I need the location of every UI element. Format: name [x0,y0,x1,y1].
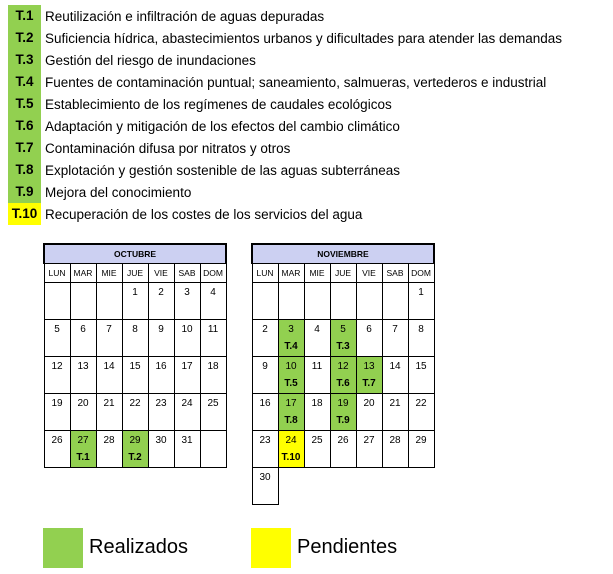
calendar-day [304,283,330,320]
calendar-day [330,394,356,431]
topic-item [8,27,562,49]
calendar-day [330,431,356,468]
calendar-day [70,283,96,320]
weekday-header: JUE [122,264,148,283]
day-number: 11 [207,324,219,335]
day-number: 29 [415,435,427,446]
legend-label-done: Realizados [89,536,188,558]
day-number: 18 [207,361,219,372]
calendar-day [122,431,148,468]
calendar-day [200,394,226,431]
day-number: 19 [51,398,63,409]
topic-code: T.9 [8,181,41,203]
day-topic-tag: T.5 [284,378,298,389]
topic-code: T.4 [8,71,41,93]
topic-code: T.10 [8,203,41,225]
topic-item [8,203,562,225]
topic-text: Establecimiento de los regímenes de caudales ecológicos [45,96,392,112]
day-topic-tag: T.7 [362,378,376,389]
calendar-day [252,468,278,505]
calendar-day [200,431,226,468]
calendar-day [200,320,226,357]
calendar-day [330,283,356,320]
topic-code: T.8 [8,159,41,181]
calendar-day [96,283,122,320]
legend-label-pending: Pendientes [297,536,398,558]
calendar-day [174,394,200,431]
legend-swatch-pending [251,528,291,568]
day-number: 23 [155,398,167,409]
day-number: 14 [103,361,115,372]
calendar-day [148,320,174,357]
calendar-day [252,394,278,431]
topic-item [8,115,562,137]
day-number: 17 [285,398,297,409]
calendar-day [252,431,278,468]
calendar-day [382,283,408,320]
calendar-day [252,283,278,320]
topic-item [8,71,562,93]
day-number: 20 [77,398,89,409]
calendar-day [148,394,174,431]
day-number: 16 [155,361,167,372]
calendar-day [330,320,356,357]
day-number: 6 [366,324,372,335]
weekday-header: VIE [148,264,174,283]
day-number: 4 [210,287,216,298]
topic-text: Fuentes de contaminación puntual; saneamiento, salmueras, vertederos e industrial [45,74,547,90]
calendar-day [382,357,408,394]
day-number: 15 [129,361,141,372]
day-number: 19 [337,398,349,409]
weekday-header: DOM [408,264,434,283]
weekday-header: MIE [96,264,122,283]
calendar-day [408,320,434,357]
calendar-day [382,394,408,431]
calendar-day [148,357,174,394]
day-number: 2 [158,287,164,298]
day-number: 28 [103,435,115,446]
calendar-day [70,357,96,394]
day-topic-tag: T.4 [284,341,298,352]
calendar-day [96,394,122,431]
day-number: 7 [392,324,398,335]
calendar-blank [278,468,304,505]
calendar-day [70,320,96,357]
calendar-day [148,431,174,468]
calendar-day [44,394,70,431]
calendar-day [200,283,226,320]
day-number: 22 [129,398,141,409]
day-number: 22 [415,398,427,409]
topic-text: Suficiencia hídrica, abastecimientos urbanos y dificultades para atender las demandas [45,30,563,46]
day-number: 15 [415,361,427,372]
month-header: NOVIEMBRE [252,244,434,264]
day-number: 3 [184,287,190,298]
weekday-header: MIE [304,264,330,283]
calendar-day [304,357,330,394]
topic-item [8,159,562,181]
day-number: 10 [181,324,193,335]
day-number: 8 [418,324,424,335]
topic-text: Adaptación y mitigación de los efectos del cambio climático [45,118,400,134]
day-number: 24 [181,398,193,409]
topic-text: Gestión del riesgo de inundaciones [45,52,256,68]
topic-item [8,5,562,27]
legend-swatch-done [43,528,83,568]
calendar-day [408,283,434,320]
day-number: 14 [389,361,401,372]
calendar-day [252,357,278,394]
calendar-day [356,357,382,394]
calendar-day [382,320,408,357]
topic-code: T.7 [8,137,41,159]
day-number: 21 [103,398,115,409]
calendar-day [278,283,304,320]
weekday-header: LUN [252,264,278,283]
calendar-day [356,394,382,431]
day-number: 23 [259,435,271,446]
calendar-day [408,431,434,468]
day-number: 2 [262,324,268,335]
calendar-day [304,394,330,431]
calendar-day [278,431,304,468]
calendar-day [330,357,356,394]
day-topic-tag: T.6 [336,378,350,389]
day-topic-tag: T.8 [284,415,298,426]
calendar-blank [408,468,434,505]
calendar-blank [356,468,382,505]
weekday-header: SAB [382,264,408,283]
day-number: 27 [363,435,375,446]
day-number: 11 [311,361,323,372]
calendar-day [278,394,304,431]
day-number: 30 [259,472,271,483]
calendar-day [174,283,200,320]
topic-code: T.2 [8,27,41,49]
topic-item [8,181,562,203]
day-number: 31 [181,435,193,446]
day-number: 1 [418,287,424,298]
day-number: 6 [80,324,86,335]
day-number: 25 [311,435,323,446]
calendar-day [44,320,70,357]
day-topic-tag: T.2 [128,452,142,463]
day-number: 5 [340,324,346,335]
day-number: 27 [77,435,89,446]
calendar-day [148,283,174,320]
calendar-day [96,431,122,468]
month-header: OCTUBRE [44,244,226,264]
day-number: 12 [51,361,63,372]
calendar-day [408,394,434,431]
weekday-header: LUN [44,264,70,283]
calendar-day [70,431,96,468]
day-number: 26 [51,435,63,446]
day-number: 9 [262,361,268,372]
day-number: 16 [259,398,271,409]
topic-item [8,49,562,71]
weekday-header: DOM [200,264,226,283]
day-number: 21 [389,398,401,409]
topic-item [8,93,562,115]
topic-text: Explotación y gestión sostenible de las aguas subterráneas [45,162,400,178]
day-number: 4 [314,324,320,335]
day-number: 12 [337,361,349,372]
calendar-november [251,243,435,505]
calendar-day [200,357,226,394]
day-number: 20 [363,398,375,409]
day-number: 25 [207,398,219,409]
day-topic-tag: T.9 [336,415,350,426]
day-topic-tag: T.1 [76,452,90,463]
day-number: 5 [54,324,60,335]
day-number: 24 [285,435,297,446]
topic-text: Mejora del conocimiento [45,184,192,200]
day-number: 13 [363,361,375,372]
calendar-blank [304,468,330,505]
day-number: 30 [155,435,167,446]
day-number: 28 [389,435,401,446]
topic-code: T.3 [8,49,41,71]
day-number: 18 [311,398,323,409]
calendar-day [122,283,148,320]
calendar-blank [382,468,408,505]
calendar-day [122,357,148,394]
calendar-october [43,243,227,468]
calendar-day [174,357,200,394]
calendar-day [122,394,148,431]
calendar-day [96,320,122,357]
day-number: 3 [288,324,294,335]
calendar-day [252,320,278,357]
calendar-day [122,320,148,357]
day-number: 26 [337,435,349,446]
weekday-header: MAR [278,264,304,283]
day-number: 13 [77,361,89,372]
calendar-day [278,357,304,394]
day-number: 17 [181,361,193,372]
topic-text: Reutilización e infiltración de aguas depuradas [45,8,325,24]
calendar-day [96,357,122,394]
topic-code: T.5 [8,93,41,115]
calendar-day [174,431,200,468]
calendar-day [382,431,408,468]
calendar-day [44,283,70,320]
day-number: 7 [106,324,112,335]
day-topic-tag: T.3 [336,341,350,352]
calendar-day [44,357,70,394]
calendar-day [408,357,434,394]
weekday-header: SAB [174,264,200,283]
calendar-day [278,320,304,357]
topic-code: T.1 [8,5,41,27]
day-number: 1 [132,287,138,298]
calendar-day [70,394,96,431]
calendar-day [174,320,200,357]
weekday-header: MAR [70,264,96,283]
calendar-day [304,431,330,468]
calendar-day [356,283,382,320]
weekday-header: VIE [356,264,382,283]
day-number: 8 [132,324,138,335]
calendar-day [356,320,382,357]
topic-text: Contaminación difusa por nitratos y otros [45,140,291,156]
day-number: 29 [129,435,141,446]
day-number: 9 [158,324,164,335]
topic-item [8,137,562,159]
topic-list [8,5,562,225]
calendar-day [356,431,382,468]
day-number: 10 [285,361,297,372]
calendar-day [304,320,330,357]
calendar-blank [330,468,356,505]
topic-text: Recuperación de los costes de los servicios del agua [45,206,363,222]
calendar-day [44,431,70,468]
day-topic-tag: T.10 [281,452,301,463]
weekday-header: JUE [330,264,356,283]
topic-code: T.6 [8,115,41,137]
